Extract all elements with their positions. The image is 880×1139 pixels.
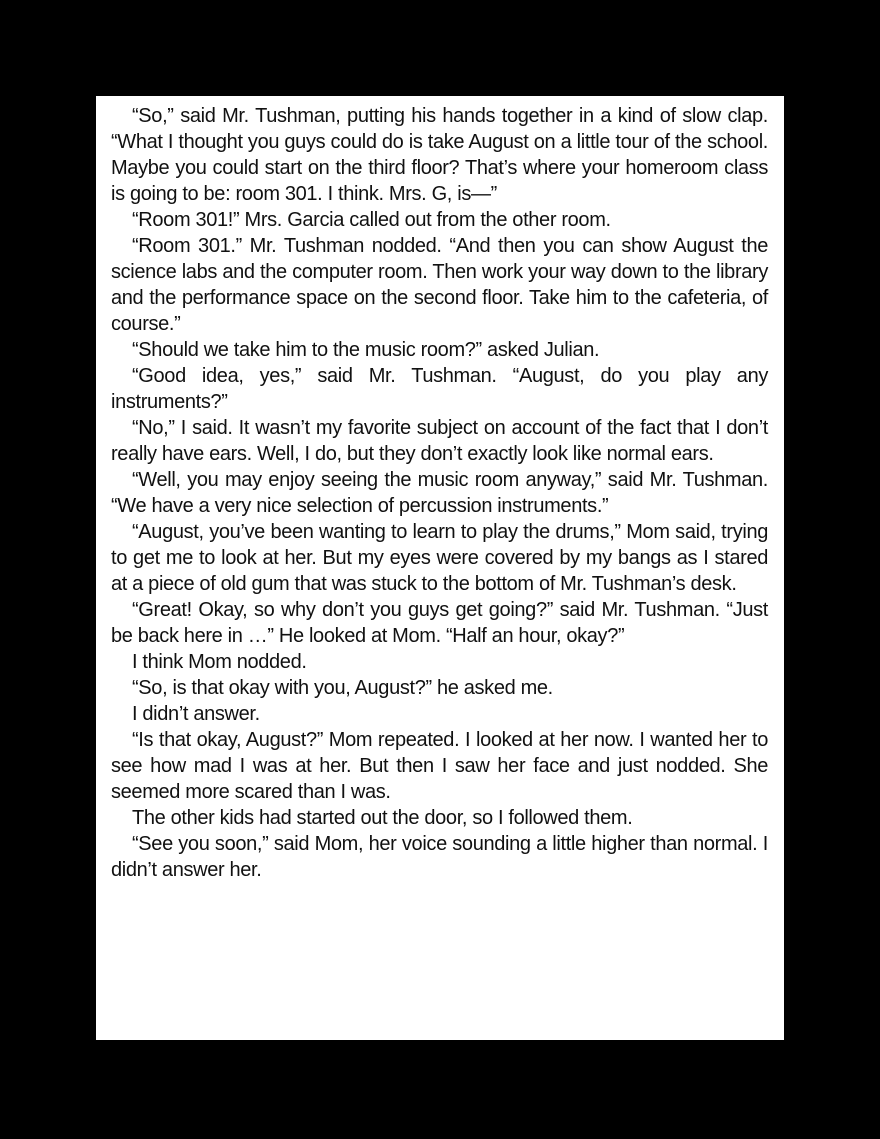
paragraph: “Room 301!” Mrs. Garcia called out from the other room.	[132, 209, 611, 231]
page-text	[111, 103, 768, 883]
paragraph: “Great! Okay, so why don’t you guys get going?” said Mr. Tushman. “Just be back here in …” He looked at Mom. “Half an hour, okay?”	[111, 599, 768, 647]
paragraph: “August, you’ve been wanting to learn to play the drums,” Mom said, trying to get me to look at her. But my eyes were covered by my bangs as I stared at a piece of old gum that was stuck to the bottom of Mr. Tushman’s desk.	[111, 521, 768, 595]
paragraph: “Room 301.” Mr. Tushman nodded. “And then you can show August the science labs and the computer room. Then work your way down to the library and the performance space on the second floor. Take him to the cafeteria, of course.”	[111, 235, 768, 335]
paragraph: “See you soon,” said Mom, her voice sounding a little higher than normal. I didn’t answer her.	[111, 833, 768, 881]
paragraph: I think Mom nodded.	[132, 651, 307, 673]
paragraph: “Should we take him to the music room?” asked Julian.	[132, 339, 600, 361]
paragraph: I didn’t answer.	[132, 703, 260, 725]
paragraph: “So, is that okay with you, August?” he asked me.	[132, 677, 553, 699]
paragraph: “Well, you may enjoy seeing the music room anyway,” said Mr. Tushman. “We have a very nice selection of percussion instruments.”	[111, 469, 768, 517]
paragraph: “No,” I said. It wasn’t my favorite subject on account of the fact that I don’t really have ears. Well, I do, but they don’t exactly look like normal ears.	[111, 417, 768, 465]
paragraph: The other kids had started out the door, so I followed them.	[132, 807, 633, 829]
book-page	[96, 96, 784, 1040]
paragraph: “Good idea, yes,” said Mr. Tushman. “August, do you play any instruments?”	[111, 365, 768, 413]
paragraph: “Is that okay, August?” Mom repeated. I looked at her now. I wanted her to see how mad I was at her. But then I saw her face and just nodded. She seemed more scared than I was.	[111, 729, 768, 803]
paragraph: “So,” said Mr. Tushman, putting his hands together in a kind of slow clap. “What I thought you guys could do is take August on a little tour of the school. Maybe you could start on the third floor? That’s where your homeroom class is going to be: room 301. I think. Mrs. G, is—”	[111, 105, 768, 205]
